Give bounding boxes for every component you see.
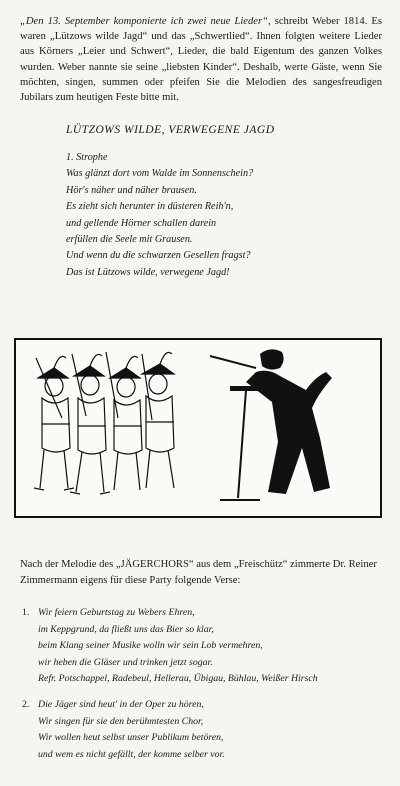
verse-line: Es zieht sich herunter in düsteren Reih'n, xyxy=(66,201,234,213)
refrain-line: Refr. Potschappel, Radebeul, Hellerau, Übigau, Bühlau, Weißer Hirsch xyxy=(38,673,318,685)
verse-block xyxy=(66,150,253,281)
stanza-line: im Keppgrund, da fließt uns das Bier so klar, xyxy=(38,623,214,635)
stanza-line: und wem es nicht gefällt, der komme selber vor. xyxy=(38,748,225,760)
verse-line: Das ist Lützows wilde, verwegene Jagd! xyxy=(66,266,230,278)
conductor-hunters-illustration xyxy=(14,338,382,518)
intro-paragraph xyxy=(20,14,382,105)
verse-line: Und wenn du die schwarzen Gesellen fragst? xyxy=(66,250,251,262)
strophe-label: 1. Strophe xyxy=(66,152,108,163)
stanza-line: wir heben die Gläser und trinken jetzt sogar. xyxy=(38,656,213,668)
stanza-number: 2. xyxy=(22,699,30,710)
intro-text: , schreibt Weber 1814. Es waren „Lützows wilde Jagd“ und das „Schwertlied“. Ihnen folgten weitere Lieder aus Körners „Leier und Schwert“, Lieder, die bald Eigentum des ganzen Volkes wurden. Weber nannte sie seine „liebsten Kinder“. Deshalb, werte Gäste, wenn Sie möchten, singen, summen oder pfeifen Sie die Melodien des sangesfreudigen Jubilars zum heutigen Feste bitte mit. xyxy=(20,16,382,104)
melody-caption: Nach der Melodie des „JÄGERCHORS“ aus dem „Freischütz“ zimmerte Dr. Reiner Zimmermann eigens für diese Party folgende Verse: xyxy=(20,559,377,586)
song-title: LÜTZOWS WILDE, VERWEGENE JAGD xyxy=(66,124,275,136)
verse-line: erfüllen die Seele mit Grausen. xyxy=(66,234,193,246)
stanza-line: beim Klang seiner Musike wolln wir sein Lob vermehren, xyxy=(38,640,263,652)
intro-quote: „Den 13. September komponierte ich zwei neue Lieder“ xyxy=(20,16,269,27)
stanza-line: Wir feiern Geburtstag zu Webers Ehren, xyxy=(38,607,195,618)
stanza-line: Die Jäger sind heut' in der Oper zu hören, xyxy=(38,699,204,710)
stanza-line: Wir singen für sie den berühmtesten Chor, xyxy=(38,715,204,727)
stanza-line: Wir wollen heut selbst unser Publikum betören, xyxy=(38,732,224,744)
verse-line: Was glänzt dort vom Walde im Sonnenschein? xyxy=(66,168,254,180)
verse-line: Hör's näher und näher brausen. xyxy=(66,184,197,196)
verse-line: und gellende Hörner schallen darein xyxy=(66,217,217,229)
stanza-number: 1. xyxy=(22,607,30,618)
